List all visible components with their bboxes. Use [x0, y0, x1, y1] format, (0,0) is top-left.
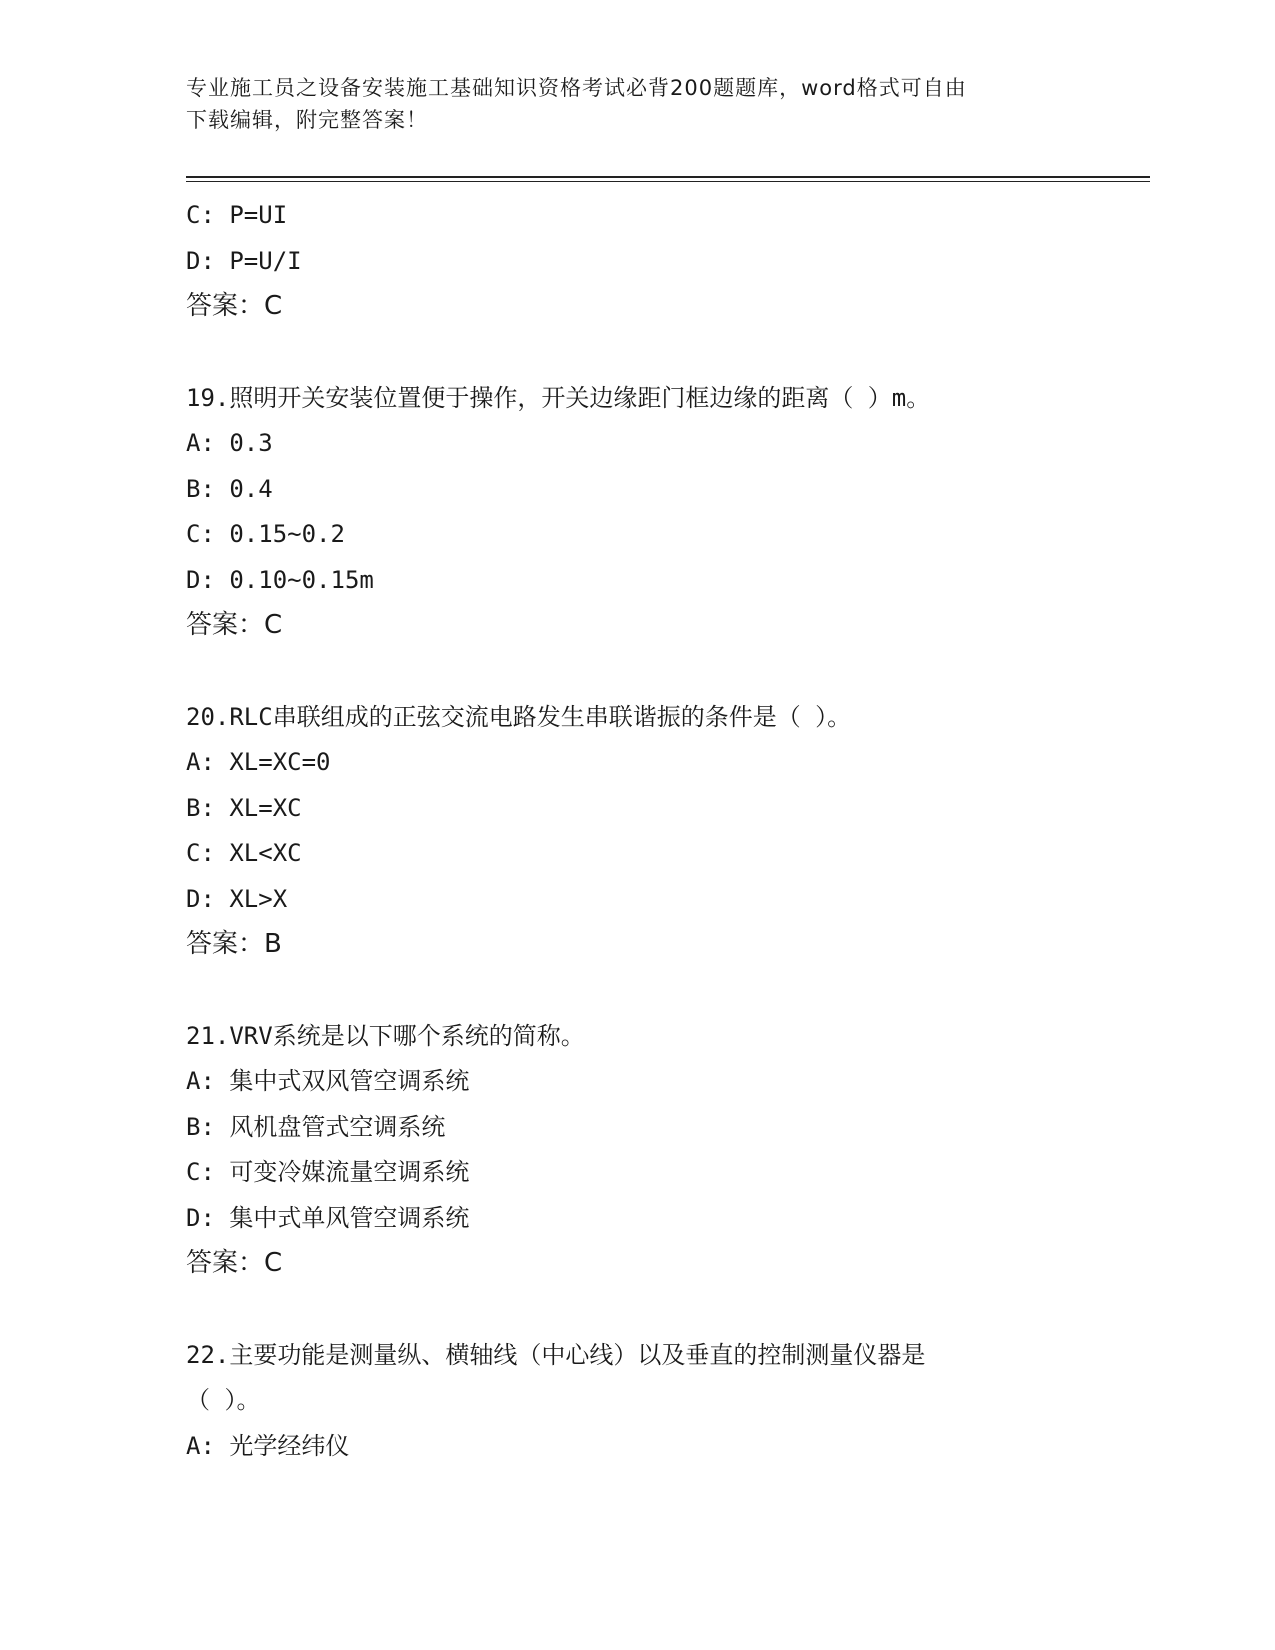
question-stem: 22.主要功能是测量纵、横轴线（中心线）以及垂直的控制测量仪器是 — [186, 1340, 926, 1369]
option-a: A: XL=XC=0 — [186, 748, 331, 776]
option-b: B: 风机盘管式空调系统 — [186, 1112, 446, 1141]
document-body — [186, 193, 1086, 1469]
question-stem: 20.RLC串联组成的正弦交流电路发生串联谐振的条件是（ ）。 — [186, 702, 852, 731]
option-c: C: 0.15~0.2 — [186, 520, 345, 548]
answer: 答案：C — [186, 610, 283, 640]
question-22 — [186, 1333, 1086, 1470]
option-a: A: 集中式双风管空调系统 — [186, 1067, 470, 1095]
answer: 答案：B — [186, 929, 282, 959]
answer: 答案：C — [186, 1248, 283, 1278]
option-c: C: XL<XC — [186, 839, 302, 867]
option-c: C: P=UI — [186, 201, 288, 229]
header-line-2: 下载编辑，附完整答案！ — [186, 108, 428, 132]
option-b: B: XL=XC — [186, 793, 302, 822]
option-a: A: 光学经纬仪 — [186, 1431, 350, 1460]
option-c: C: 可变冷媒流量空调系统 — [186, 1158, 470, 1186]
answer: 答案：C — [186, 291, 283, 321]
question-20 — [186, 695, 1086, 968]
question-stem: 21.VRV系统是以下哪个系统的简称。 — [186, 1021, 585, 1050]
question-21 — [186, 1014, 1086, 1287]
question-19 — [186, 376, 1086, 649]
option-d: D: 0.10~0.15m — [186, 565, 374, 594]
question-stem: 19.照明开关安装位置便于操作，开关边缘距门框边缘的距离（ ）m。 — [186, 383, 931, 412]
header-rule-thin — [186, 181, 1150, 182]
option-d: D: P=U/I — [186, 246, 302, 275]
header-line-1: 专业施工员之设备安装施工基础知识资格考试必背200题题库，word格式可自由 — [186, 76, 967, 100]
option-a: A: 0.3 — [186, 429, 273, 457]
document-header — [186, 72, 1086, 136]
header-rule-thick — [186, 176, 1150, 178]
option-d: D: 集中式单风管空调系统 — [186, 1203, 470, 1232]
option-d: D: XL>X — [186, 884, 288, 913]
question-stem-continuation: （ ）。 — [186, 1386, 261, 1414]
option-b: B: 0.4 — [186, 474, 273, 503]
